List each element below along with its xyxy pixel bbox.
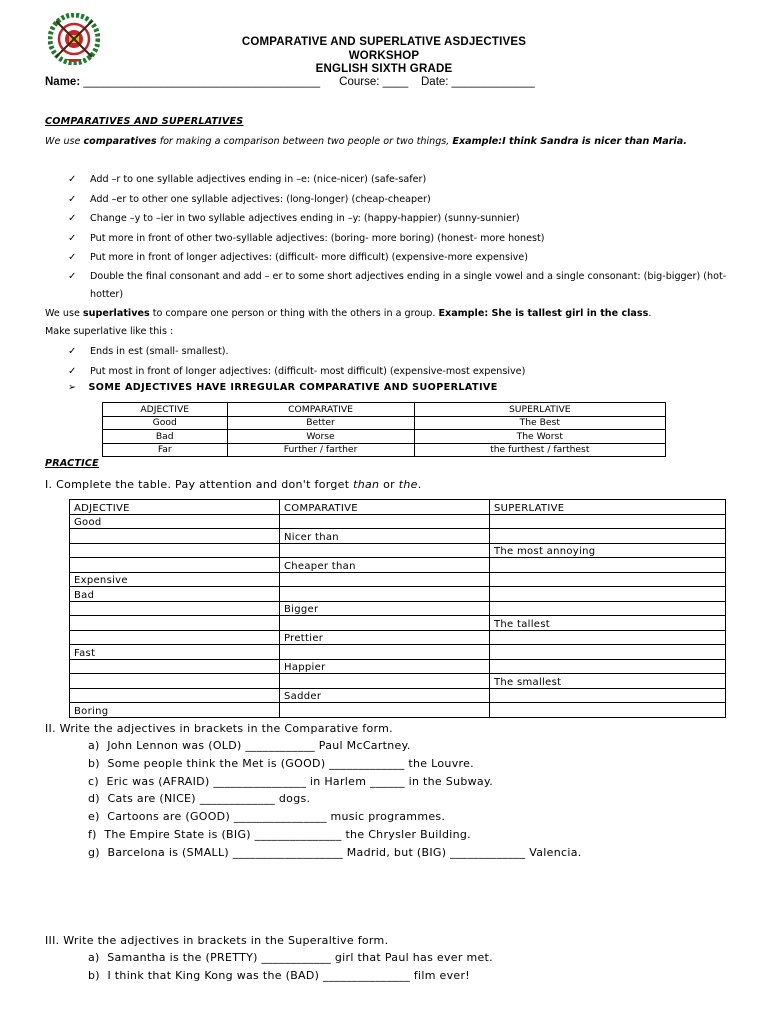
- table-row: Good: [70, 514, 726, 529]
- table-row: Boring: [70, 703, 726, 718]
- exercise-2-list: [88, 737, 582, 862]
- comparatives-term: comparatives: [83, 136, 157, 147]
- student-info-line: [45, 76, 535, 88]
- superlatives-intro: We use superlatives to compare one person or thing with the others in a group. Example: She is tallest girl in the class.: [45, 308, 652, 319]
- table-row: The most annoying: [70, 543, 726, 558]
- exercise-2-title: II. Write the adjectives in brackets in the Comparative form.: [45, 722, 393, 735]
- table-row: Prettier: [70, 630, 726, 645]
- comparatives-intro: We use comparatives for making a comparison between two people or two things, Example:I think Sandra is nicer than Maria.: [45, 136, 687, 147]
- list-item[interactable]: a) John Lennon was (OLD) ____________ Paul McCartney.: [88, 739, 411, 752]
- exercise-1-title: I. Complete the table. Pay attention and don't forget than or the.: [45, 478, 422, 491]
- check-icon: ✓: [68, 365, 77, 377]
- table-row: The tallest: [70, 616, 726, 631]
- superlatives-example: Example: She is tallest girl in the class: [438, 308, 649, 319]
- worksheet-subtitle: WORKSHOP: [348, 50, 420, 62]
- list-item: ✓ Ends in est (small- smallest).: [68, 342, 728, 362]
- table-header: COMPARATIVE: [227, 403, 414, 417]
- check-icon: ✓: [68, 193, 77, 205]
- practice-heading: PRACTICE: [45, 458, 99, 469]
- table-row: Bad: [70, 587, 726, 602]
- check-icon: ✓: [68, 232, 77, 244]
- table-row: Happier: [70, 659, 726, 674]
- table-row: Bigger: [70, 601, 726, 616]
- comparative-rules-list: [68, 170, 728, 304]
- table-header-row: ADJECTIVE COMPARATIVE SUPERLATIVE: [70, 500, 726, 515]
- check-icon: ✓: [68, 174, 77, 185]
- list-item[interactable]: f) The Empire State is (BIG) _______________ the Chrysler Building.: [88, 827, 471, 841]
- section-heading: COMPARATIVES AND SUPERLATIVES: [45, 116, 244, 127]
- list-item[interactable]: c) Eric was (AFRAID) ________________ in Harlem ______ in the Subway.: [88, 774, 494, 788]
- table-row: Good Better The Best: [103, 416, 666, 430]
- check-icon: ✓: [68, 346, 77, 357]
- worksheet-title: COMPARATIVE AND SUPERLATIVE ASDJECTIVES: [241, 36, 527, 48]
- comparatives-example: Example:I think Sandra is nicer than Maria.: [452, 136, 687, 147]
- table-row: Bad Worse The Worst: [103, 430, 666, 444]
- superlatives-term: superlatives: [82, 308, 150, 319]
- exercise-3-list: [88, 949, 493, 985]
- list-item: ✓ Add –r to one syllable adjectives ending in –e: (nice-nicer) (safe-safer): [68, 170, 728, 190]
- arrow-bullet-icon: ➢: [68, 382, 77, 393]
- list-item: ✓ Add –er to other one syllable adjectives: (long-longer) (cheap-cheaper): [68, 190, 728, 210]
- list-item: ✓ Change –y to –ier in two syllable adjectives ending in –y: (happy-happier) (sunny-sunnier): [68, 209, 728, 229]
- check-icon: ✓: [68, 270, 77, 282]
- check-icon: ✓: [68, 252, 77, 263]
- practice-table: [69, 499, 726, 718]
- table-header: SUPERLATIVE: [414, 403, 665, 417]
- superlative-rules-list: [68, 342, 728, 381]
- table-row: Nicer than: [70, 529, 726, 544]
- list-item[interactable]: g) Barcelona is (SMALL) ___________________ Madrid, but (BIG) _____________ Valencia.: [88, 845, 582, 859]
- list-item: ✓ Put more in front of longer adjectives: (difficult- more difficult) (expensive-more expensive): [68, 248, 728, 268]
- table-row: Cheaper than: [70, 558, 726, 573]
- table-row: Sadder: [70, 688, 726, 703]
- table-row: The smallest: [70, 674, 726, 689]
- irregular-note: ➢ SOME ADJECTIVES HAVE IRREGULAR COMPARATIVE AND SUOPERLATIVE: [68, 382, 498, 393]
- table-row: Far Further / farther the furthest / farthest: [103, 443, 666, 457]
- course-field[interactable]: Course: ____: [339, 76, 409, 88]
- table-header: ADJECTIVE: [103, 403, 228, 417]
- check-icon: ✓: [68, 213, 77, 224]
- list-item: ✓ Put more in front of other two-syllable adjectives: (boring- more boring) (honest- more honest): [68, 229, 728, 249]
- name-label: Name:: [45, 76, 81, 88]
- date-field[interactable]: Date: _____________: [421, 76, 535, 88]
- name-blank[interactable]: _____________________________________: [80, 76, 320, 88]
- irregular-table: [102, 402, 666, 457]
- list-item[interactable]: e) Cartoons are (GOOD) ________________ music programmes.: [88, 810, 446, 824]
- list-item: ✓ Double the final consonant and add – er to some short adjectives ending in a single vowel and a single consonant: (big-bigger) (hot- hotter): [68, 268, 728, 304]
- table-row: Expensive: [70, 572, 726, 587]
- list-item[interactable]: a) Samantha is the (PRETTY) ____________ girl that Paul has ever met.: [88, 951, 493, 964]
- exercise-3-title: III. Write the adjectives in brackets in the Superaltive form.: [45, 934, 389, 947]
- make-superlative-label: Make superlative like this :: [45, 326, 174, 337]
- table-header-row: [103, 403, 666, 417]
- worksheet-grade: ENGLISH SIXTH GRADE: [315, 63, 453, 75]
- table-row: Fast: [70, 645, 726, 660]
- list-item: ✓ Put most in front of longer adjectives: (difficult- most difficult) (expensive-most expensive): [68, 362, 728, 382]
- list-item[interactable]: b) I think that King Kong was the (BAD) _______________ film ever!: [88, 968, 470, 982]
- list-item[interactable]: d) Cats are (NICE) _____________ dogs.: [88, 792, 311, 806]
- list-item[interactable]: b) Some people think the Met is (GOOD) _____________ the Louvre.: [88, 756, 474, 770]
